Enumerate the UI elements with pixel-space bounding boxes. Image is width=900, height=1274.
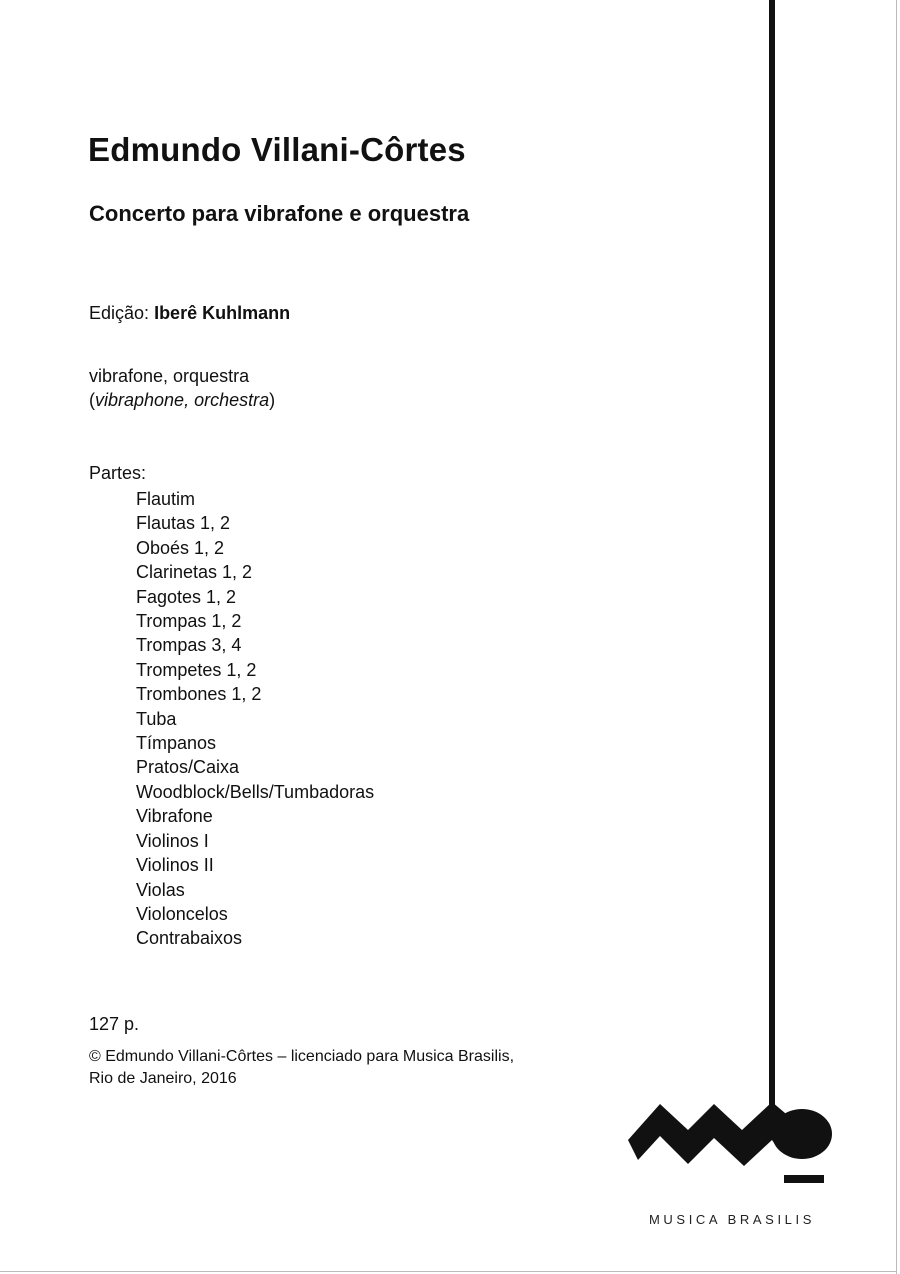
parts-heading: Partes: [89,463,147,483]
part-item: Clarinetas 1, 2 [136,562,253,583]
part-item: Tuba [136,708,177,729]
composer-name: Edmundo Villani-Côrtes [88,131,466,168]
part-item: Pratos/Caixa [136,757,240,778]
part-item: Violas [136,879,185,900]
part-item: Violoncelos [136,903,228,924]
logo-note-head [772,1109,832,1159]
copyright-line-1: © Edmundo Villani-Côrtes – licenciado para Musica Brasilis, [89,1048,515,1065]
part-item: Violinos I [136,830,209,851]
publisher-name: MUSICA BRASILIS [649,1212,815,1227]
part-item: Tímpanos [136,733,217,754]
part-item: Trombones 1, 2 [136,684,262,705]
edition-label: Edição: [89,303,150,323]
instrumentation-en-close: ) [269,390,276,410]
work-title: Concerto para vibrafone e orquestra [89,201,470,226]
part-item: Violinos II [136,855,214,876]
part-item: Vibrafone [136,806,213,827]
part-item: Flautas 1, 2 [136,513,231,534]
logo-bar [784,1175,824,1183]
editor-name: Iberê Kuhlmann [154,303,291,323]
instrumentation-en [89,390,275,411]
part-item: Trompas 1, 2 [136,611,242,632]
instrumentation-pt: vibrafone, orquestra [89,366,250,386]
page-border-right [896,0,897,1274]
copyright-line-2: Rio de Janeiro, 2016 [89,1070,237,1087]
part-item: Contrabaixos [136,928,243,949]
instrumentation-en-text: vibraphone, orchestra [95,390,270,410]
musica-brasilis-logo-icon [626,1100,838,1190]
page-count: 127 p. [89,1014,140,1034]
edition-line [89,303,290,324]
part-item: Oboés 1, 2 [136,537,225,558]
copyright-notice [89,1046,514,1090]
part-item: Woodblock/Bells/Tumbadoras [136,781,375,802]
parts-list [136,487,374,951]
part-item: Trompas 3, 4 [136,635,242,656]
instrumentation-en-open: ( [89,390,95,410]
page-border-bottom [0,1271,897,1272]
part-item: Flautim [136,489,196,509]
part-item: Fagotes 1, 2 [136,586,237,607]
part-item: Trompetes 1, 2 [136,659,257,680]
note-stem-line [769,0,775,1128]
